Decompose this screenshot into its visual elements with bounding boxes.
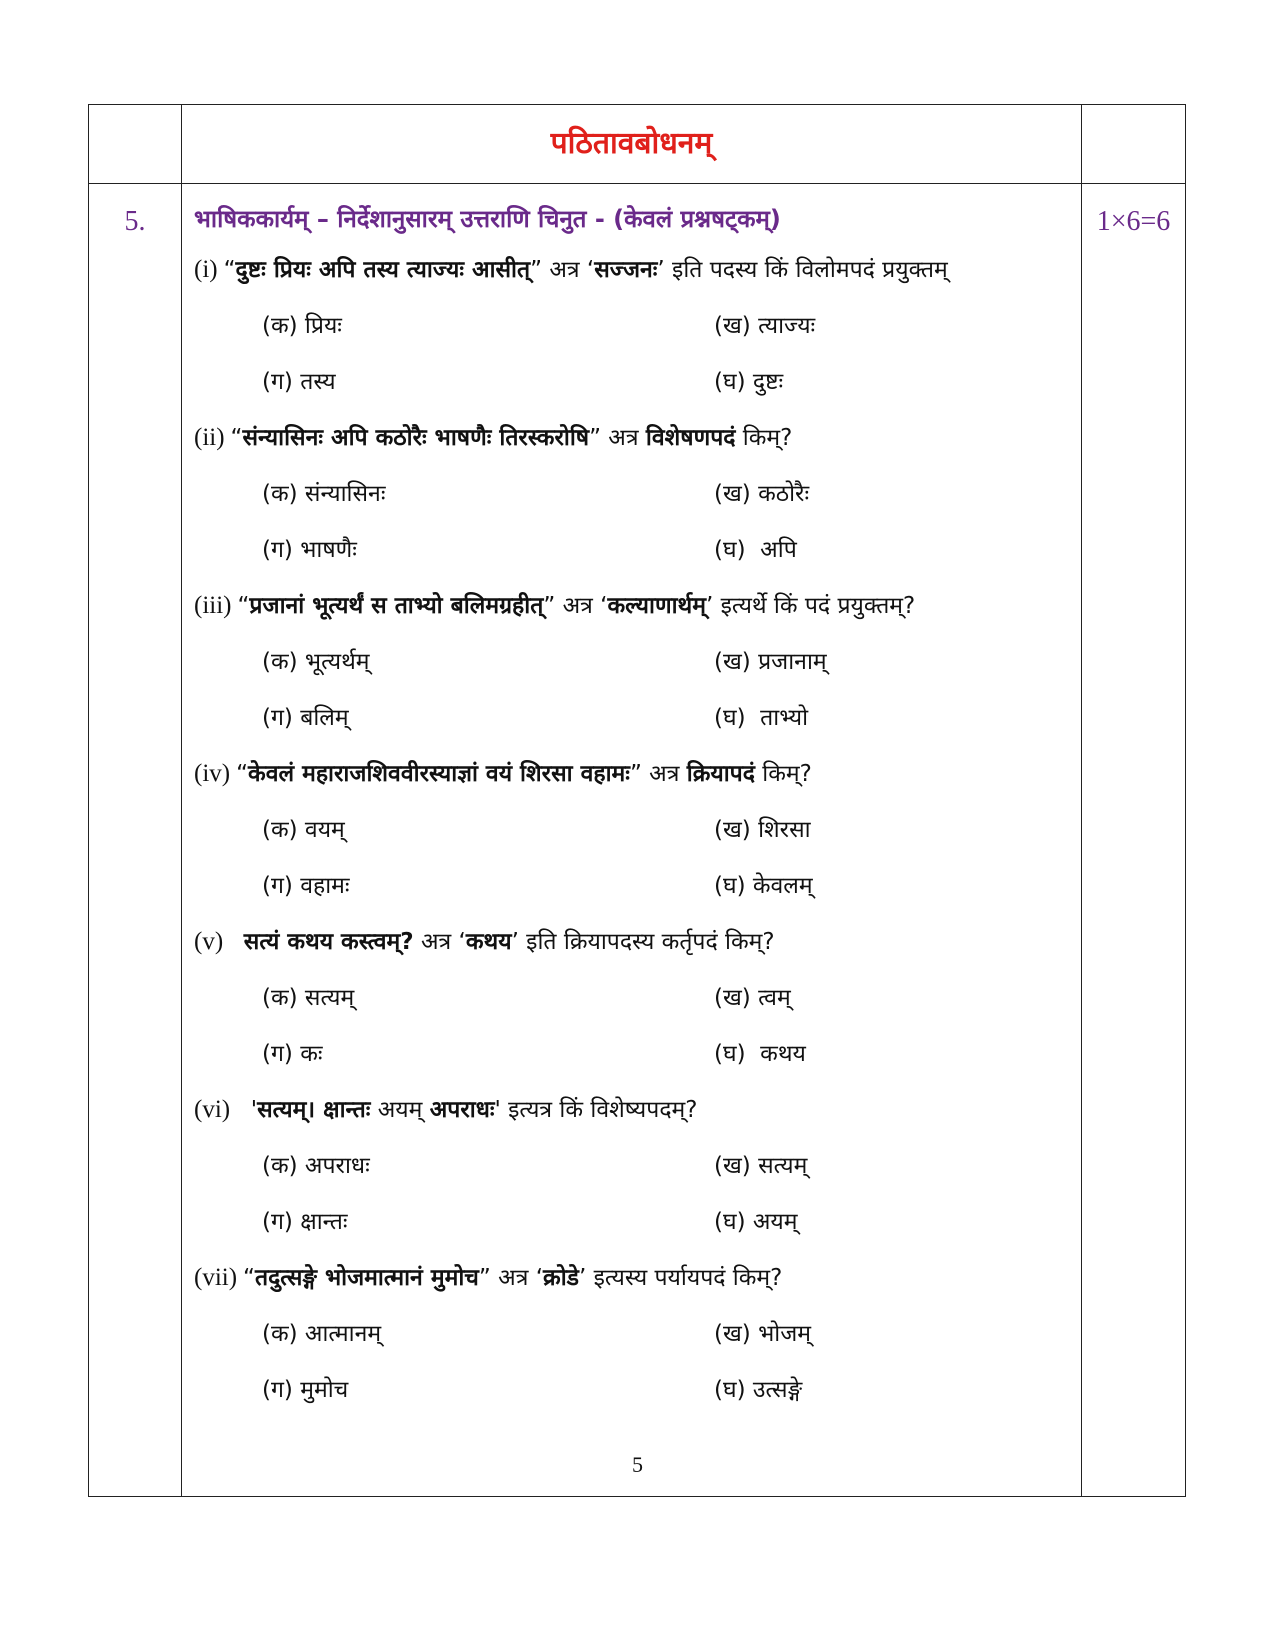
options-row <box>194 298 1071 354</box>
section-title: पठितावबोधनम् <box>550 126 713 161</box>
sub-question-number: (vi) <box>194 1096 231 1123</box>
options-row <box>194 802 1071 858</box>
option: (घ) उत्सङ्गे <box>714 1377 803 1403</box>
option: (क) प्रियः <box>262 313 342 339</box>
option: (ग) बलिम् <box>262 705 349 731</box>
question-table <box>88 104 1186 1497</box>
option: (घ) कथय <box>714 1041 806 1067</box>
question-tail: किम्? <box>735 425 793 451</box>
key-word: क्रोडे <box>543 1265 579 1291</box>
question-sheet <box>88 104 1185 1478</box>
quote-close: अत्र ‘ <box>413 929 466 955</box>
quoted-sentence: सत्यम्। क्षान्तः <box>257 1097 371 1123</box>
option: (ग) मुमोच <box>262 1377 349 1403</box>
question-marks: 1×6=6 <box>1082 184 1186 1497</box>
quote-close: अयम् <box>370 1097 430 1123</box>
quoted-sentence: प्रजानां भूत्यर्थं स ताभ्यो बलिमग्रहीत् <box>249 593 544 619</box>
quote-close: ” अत्र <box>629 761 687 787</box>
option: (घ) केवलम् <box>714 873 813 899</box>
quote-open: “ <box>236 761 249 787</box>
sub-question <box>194 746 1071 802</box>
quoted-sentence: सत्यं कथय कस्त्वम्? <box>243 929 414 955</box>
quoted-sentence: दुष्टः प्रियः अपि तस्य त्याज्यः आसीत् <box>235 257 531 283</box>
quote-close: ” अत्र <box>589 425 646 451</box>
header-row <box>89 105 1186 184</box>
question-tail: ’ इति पदस्य किं विलोमपदं प्रयुक्तम् <box>657 257 948 283</box>
options-row <box>194 970 1071 1026</box>
question-tail: ’ इत्यर्थे किं पदं प्रयुक्तम्? <box>705 593 916 619</box>
page-number: 5 <box>632 1452 643 1477</box>
sub-question <box>194 914 1071 970</box>
sub-question-number: (iii) <box>194 592 232 619</box>
quote-close: ” अत्र ‘ <box>543 593 608 619</box>
sub-question-number: (i) <box>194 256 218 283</box>
quote-open: “ <box>223 257 236 283</box>
option: (ग) तस्य <box>262 369 336 395</box>
key-word: क्रियापदं <box>686 761 755 787</box>
option: (घ) ताभ्यो <box>714 705 809 731</box>
quote-open: “ <box>230 425 243 451</box>
option: (ख) त्वम् <box>714 985 791 1011</box>
quoted-sentence: तदुत्सङ्गे भोजमात्मानं मुमोच <box>254 1265 479 1291</box>
option: (ख) त्याज्यः <box>714 313 816 339</box>
quote-close: ” अत्र ‘ <box>530 257 595 283</box>
option: (ख) प्रजानाम् <box>714 649 827 675</box>
options-row <box>194 1306 1071 1362</box>
option: (ख) कठोरैः <box>714 481 810 507</box>
question-tail: ' इत्यत्र किं विशेष्यपदम्? <box>494 1097 698 1123</box>
sub-question-number: (iv) <box>194 760 231 787</box>
question-body <box>182 184 1082 1497</box>
options-row <box>194 634 1071 690</box>
options-row <box>194 1138 1071 1194</box>
quote-open: “ <box>243 1265 255 1291</box>
question-number: 5. <box>89 184 182 1497</box>
option: (क) भूत्यर्थम् <box>262 649 370 675</box>
quoted-sentence: संन्यासिनः अपि कठोरैः भाषणैः तिरस्करोषि <box>242 425 590 451</box>
option: (क) आत्मानम् <box>262 1321 382 1347</box>
option: (क) वयम् <box>262 817 345 843</box>
sub-question-number: (ii) <box>194 424 225 451</box>
question-tail: ’ इति क्रियापदस्य कर्तृपदं किम्? <box>511 929 775 955</box>
option: (ख) सत्यम् <box>714 1153 808 1179</box>
question-items <box>194 242 1071 1418</box>
options-row <box>194 690 1071 746</box>
sub-question <box>194 242 1071 298</box>
header-marks-cell <box>1082 105 1186 184</box>
option: (घ) दुष्टः <box>714 369 784 395</box>
key-word: सज्जनः <box>594 257 658 283</box>
option: (ख) भोजम् <box>714 1321 812 1347</box>
quote-close: ” अत्र ‘ <box>478 1265 544 1291</box>
option: (क) संन्यासिनः <box>262 481 386 507</box>
question-tail: किम्? <box>754 761 812 787</box>
question-row <box>89 184 1186 1497</box>
quote-open <box>229 929 244 955</box>
options-row <box>194 858 1071 914</box>
key-word: कल्याणार्थम् <box>607 593 706 619</box>
option: (क) सत्यम् <box>262 985 355 1011</box>
option: (ग) क्षान्तः <box>262 1209 348 1235</box>
option: (ग) कः <box>262 1041 323 1067</box>
sub-question <box>194 410 1071 466</box>
options-row <box>194 522 1071 578</box>
instruction: भाषिककार्यम् – निर्देशानुसारम् उत्तराणि चिनुत - (केवलं प्रश्नषट्कम्) <box>194 205 781 233</box>
quote-open: ' <box>236 1097 258 1123</box>
key-word: अपराधः <box>429 1097 495 1123</box>
quoted-sentence: केवलं महाराजशिववीरस्याज्ञां वयं शिरसा वहामः <box>248 761 630 787</box>
quote-open: “ <box>237 593 250 619</box>
key-word: कथय <box>465 929 512 955</box>
sub-question-number: (vii) <box>194 1264 238 1291</box>
option: (ख) शिरसा <box>714 817 811 843</box>
options-row <box>194 354 1071 410</box>
header-number-cell <box>89 105 182 184</box>
key-word: विशेषणपदं <box>645 425 736 451</box>
sub-question <box>194 1082 1071 1138</box>
option: (ग) वहामः <box>262 873 350 899</box>
question-tail: ’ इत्यस्य पर्यायपदं किम्? <box>578 1265 783 1291</box>
sub-question <box>194 1250 1071 1306</box>
options-row <box>194 466 1071 522</box>
header-title-cell <box>182 105 1082 184</box>
option: (क) अपराधः <box>262 1153 370 1179</box>
sub-question-number: (v) <box>194 928 224 955</box>
options-row <box>194 1026 1071 1082</box>
options-row <box>194 1362 1071 1418</box>
option: (घ) अपि <box>714 537 797 563</box>
options-row <box>194 1194 1071 1250</box>
sub-question <box>194 578 1071 634</box>
option: (घ) अयम् <box>714 1209 798 1235</box>
option: (ग) भाषणैः <box>262 537 357 563</box>
